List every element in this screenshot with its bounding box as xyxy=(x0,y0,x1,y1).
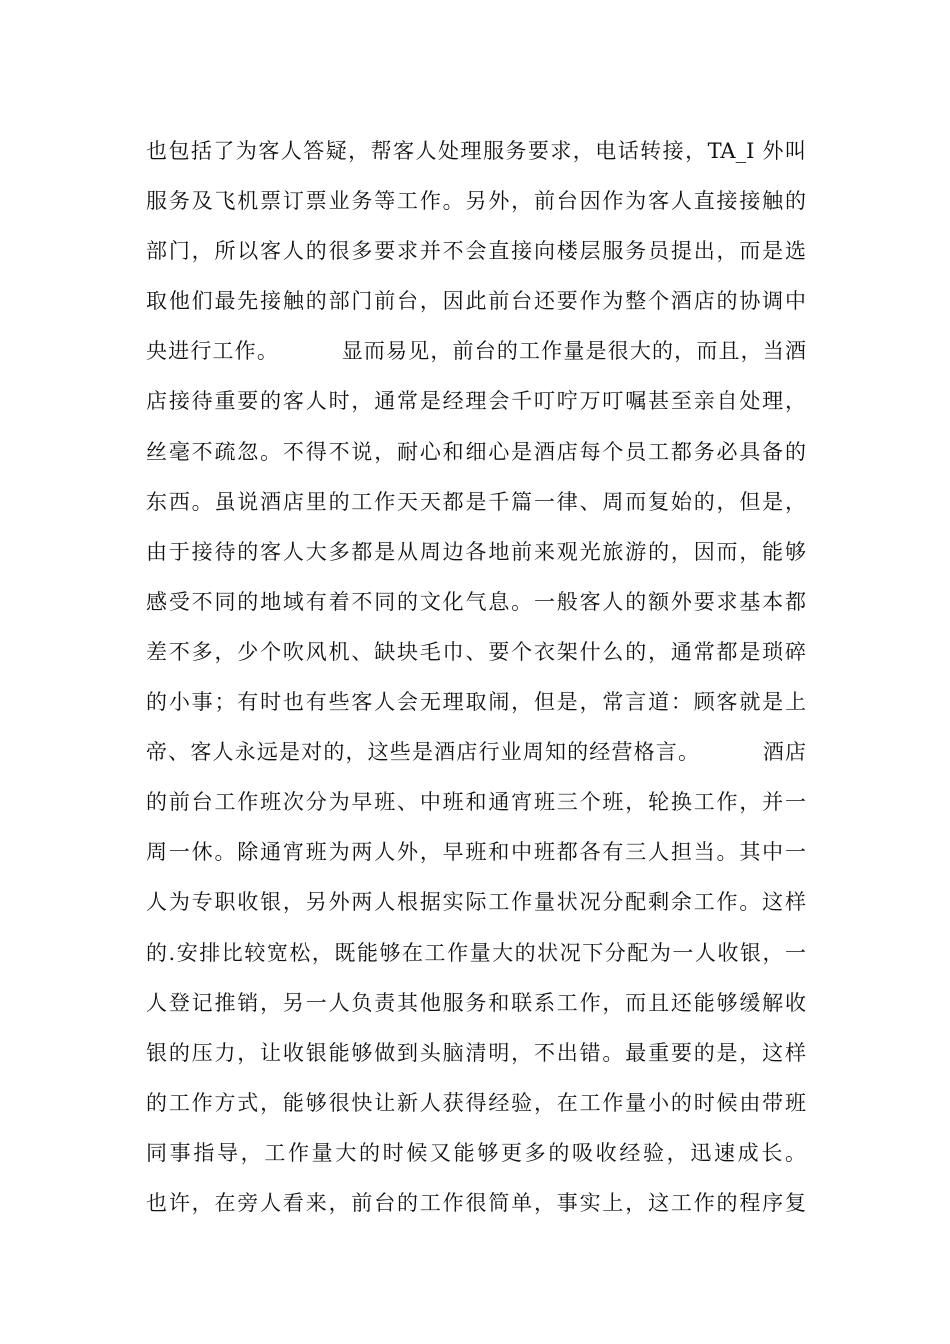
text-line: 周一休。除通宵班为两人外，早班和中班都各有三人担当。其中一 xyxy=(146,840,806,865)
text-line: 丝毫不疏忽。不得不说，耐心和细心是酒店每个员工都务必具备的 xyxy=(146,439,806,464)
text-line: 的小事；有时也有些客人会无理取闹，但是，常言道：顾客就是上 xyxy=(146,690,806,715)
text-line: 央进行工作。 显而易见，前台的工作量是很大的，而且，当酒 xyxy=(146,339,806,364)
body-text xyxy=(146,126,806,1228)
text-line: 的.安排比较宽松，既能够在工作量大的状况下分配为一人收银，一 xyxy=(146,940,806,965)
text-line: 由于接待的客人大多都是从周边各地前来观光旅游的，因而，能够 xyxy=(146,539,806,564)
text-line: 取他们最先接触的部门前台，因此前台还要作为整个酒店的协调中 xyxy=(146,289,806,314)
text-line: 感受不同的地域有着不同的文化气息。一般客人的额外要求基本都 xyxy=(146,589,806,614)
text-line: 的工作方式，能够很快让新人获得经验，在工作量小的时候由带班 xyxy=(146,1090,806,1115)
text-line: 也许，在旁人看来，前台的工作很简单，事实上，这工作的程序复 xyxy=(146,1190,806,1215)
text-line: 帝、客人永远是对的，这些是酒店行业周知的经营格言。 酒店 xyxy=(146,740,806,765)
text-line: 部门，所以客人的很多要求并不会直接向楼层服务员提出，而是选 xyxy=(146,239,806,264)
text-line: 的前台工作班次分为早班、中班和通宵班三个班，轮换工作，并一 xyxy=(146,790,806,815)
text-line: 银的压力，让收银能够做到头脑清明，不出错。最重要的是，这样 xyxy=(146,1040,806,1065)
text-line: 同事指导，工作量大的时候又能够更多的吸收经验，迅速成长。 xyxy=(146,1140,806,1165)
text-line: 店接待重要的客人时，通常是经理会千叮咛万叮嘱甚至亲自处理， xyxy=(146,389,806,414)
text-line: 也包括了为客人答疑，帮客人处理服务要求，电话转接，TA_I 外叫 xyxy=(146,139,806,163)
text-line: 服务及飞机票订票业务等工作。另外，前台因作为客人直接接触的 xyxy=(146,189,806,214)
text-line: 东西。虽说酒店里的工作天天都是千篇一律、周而复始的，但是， xyxy=(146,489,806,514)
text-line: 人为专职收银，另外两人根据实际工作量状况分配剩余工作。这样 xyxy=(146,890,806,915)
text-line: 差不多，少个吹风机、缺块毛巾、要个衣架什么的，通常都是琐碎 xyxy=(146,639,806,664)
text-line: 人登记推销，另一人负责其他服务和联系工作，而且还能够缓解收 xyxy=(146,990,806,1015)
